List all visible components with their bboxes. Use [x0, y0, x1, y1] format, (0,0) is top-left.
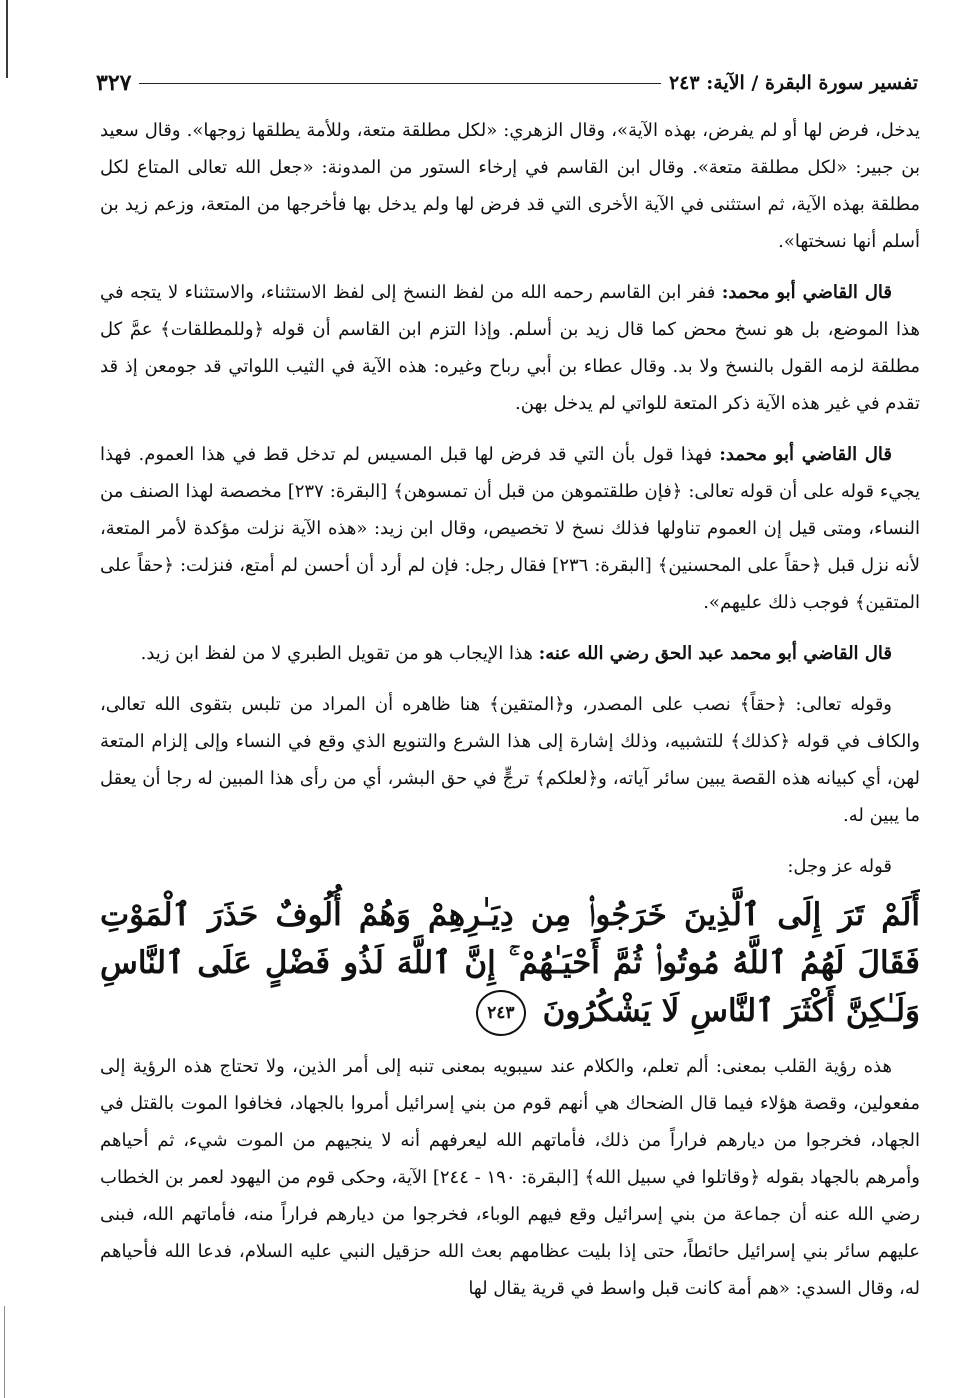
paragraph-text: فهذا قول بأن التي قد فرض لها قبل المسيس لم تدخل قط في هذا العموم. فهذا يجيء قوله على أن قوله تعالى: ﴿فإن طلقتموهن من قبل أن تمسوهن﴾ [البقرة: ٢٣٧] مخصصة لهذا الصنف من النساء، ومتى قيل إن العموم تناولها فذلك نسخ لا تخصيص، وقال ابن زيد: «هذه الآية نزلت مؤكدة لأمر المتعة، لأنه نزل قبل ﴿حقاً على المحسنين﴾ [البقرة: ٢٣٦] فقال رجل: فإن لم أرد أن أحسن لم أمتع، فنزلت: ﴿حقاً على المتقين﴾ فوجب ذلك عليهم».	[100, 444, 920, 613]
paragraph-1	[100, 112, 920, 260]
paragraph-4	[100, 635, 920, 672]
running-header	[96, 66, 918, 100]
paragraph-lead: قال القاضي أبو محمد:	[719, 444, 892, 465]
paragraph-text: هذه رؤية القلب بمعنى: ألم تعلم، والكلام عند سيبويه بمعنى تنبه إلى أمر الذين، ولا تحتاج هذه الرؤية إلى مفعولين، وقصة هؤلاء فيما قال الضحاك هي أنهم قوم من بني إسرائيل أمروا بالجهاد، فخافوا الموت بالقتل في الجهاد، فخرجوا من ديارهم فراراً من ذلك، فأماتهم الله ليعرفهم أنه لا ينجيهم من الموت شيء، ثم أحياهم وأمرهم بالجهاد بقوله ﴿وقاتلوا في سبيل الله﴾ [البقرة: ١٩٠ - ٢٤٤] الآية، وحكى قوم من اليهود لعمر بن الخطاب رضي الله عنه أن جماعة من بني إسرائيل وقع فيهم الوباء، فخرجوا من ديارهم فراراً منه، فأماتهم الله، فبنى عليهم سائر بني إسرائيل حائطاً، حتى إذا بليت عظامهم بعث الله حزقيل النبي عليه السلام، فدعا الله فأحياهم له، وقال السدي: «هم أمة كانت قبل واسط في قرية يقال لها	[100, 1055, 920, 1299]
paragraph-text: ففر ابن القاسم رحمه الله من لفظ النسخ إلى لفظ الاستثناء، والاستثناء لا يتجه في هذا الموضع، بل هو نسخ محض كما قال زيد بن أسلم. وإذا التزم ابن القاسم أن قوله ﴿وللمطلقات﴾ عمَّ كل مطلقة لزمه القول بالنسخ ولا بد. وقال عطاء بن أبي رباح وغيره: هذه الآية في الثيب اللواتي قد جومعن إذ قد تقدم في غير هذه الآية ذكر المتعة للواتي لم يدخل بهن.	[100, 282, 920, 414]
page-body	[100, 112, 920, 1387]
ayah-number-marker: ٢٤٣	[476, 990, 526, 1036]
paragraph-2	[100, 274, 920, 422]
paragraph-lead: قال القاضي أبو محمد عبد الحق رضي الله عنه:	[538, 643, 892, 664]
paragraph-6	[100, 1048, 920, 1307]
header-title: تفسير سورة البقرة / الآية: ٢٤٣	[668, 72, 918, 94]
verse-intro: قوله عز وجل:	[787, 856, 892, 877]
quran-verse	[100, 891, 920, 1036]
page-number: ٣٢٧	[96, 70, 132, 96]
scan-edge-mark	[6, 0, 8, 78]
paragraph-5	[100, 686, 920, 834]
header-rule	[139, 83, 661, 84]
paragraph-text: يدخل، فرض لها أو لم يفرض، بهذه الآية»، وقال الزهري: «لكل مطلقة متعة، وللأمة يطلقها زوجها». وقال سعيد بن جبير: «لكل مطلقة متعة». وقال ابن القاسم في إرخاء الستور من المدونة: «جعل الله تعالى المتاع لكل مطلقة بهذه الآية، ثم استثنى في الآية الأخرى التي قد فرض لها ولم يدخل بها فأخرجها من المتعة، وزعم زيد بن أسلم أنها نسختها».	[100, 120, 920, 252]
paragraph-lead: قال القاضي أبو محمد:	[721, 282, 892, 303]
verse-text: أَلَمْ تَرَ إِلَى ٱلَّذِينَ خَرَجُوا۟ مِن دِيَـٰرِهِمْ وَهُمْ أُلُوفٌ حَذَرَ ٱلْمَوْتِ فَقَالَ لَهُمُ ٱللَّهُ مُوتُوا۟ ثُمَّ أَحْيَـٰهُمْ ۚ إِنَّ ٱللَّهَ لَذُو فَضْلٍ عَلَى ٱلنَّاسِ وَلَـٰكِنَّ أَكْثَرَ ٱلنَّاسِ لَا يَشْكُرُونَ	[100, 897, 920, 1029]
paragraph-3	[100, 436, 920, 621]
paragraph-text: هذا الإيجاب هو من تقويل الطبري لا من لفظ ابن زيد.	[140, 643, 533, 664]
scan-edge-mark-lower	[4, 1306, 5, 1398]
paragraph-text: وقوله تعالى: ﴿حقاً﴾ نصب على المصدر، و﴿المتقين﴾ هنا ظاهره أن المراد من تلبس بتقوى الله تعالى، والكاف في قوله ﴿كذلك﴾ للتشبيه، وذلك إشارة إلى هذا الشرع والتنويع الذي وقع في النساء وإلى إلزام المتعة لهن، أي كبيانه هذه القصة يبين سائر آياته، و﴿لعلكم﴾ ترجٍّ في حق البشر، أي من رأى هذا المبين له رجا أن يعقل ما يبين له.	[100, 694, 920, 826]
